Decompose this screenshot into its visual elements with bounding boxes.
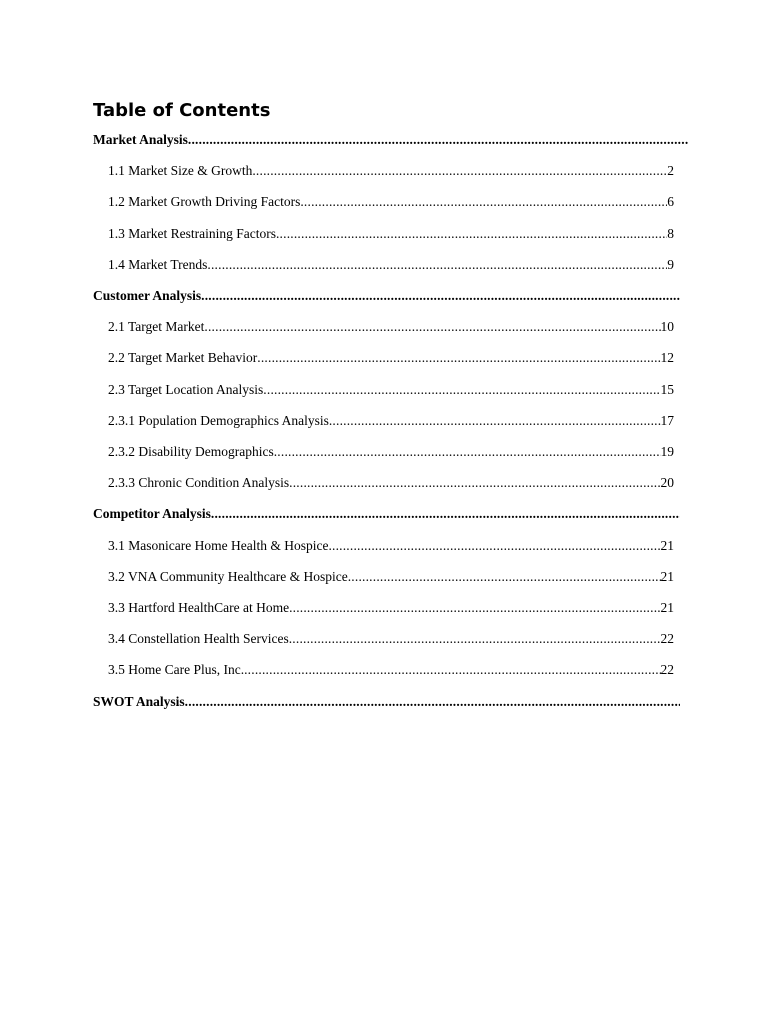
- toc-page-number: 15: [660, 381, 674, 397]
- toc-section-heading[interactable]: [93, 131, 688, 149]
- toc-entry-label: 1.3 Market Restraining Factors: [108, 225, 276, 241]
- toc-dot-leader: [188, 131, 688, 149]
- toc-entry[interactable]: [108, 193, 674, 211]
- toc-entry-label: Customer Analysis: [93, 288, 202, 303]
- toc-dot-leader: [300, 193, 667, 211]
- toc-entry-label: 1.4 Market Trends: [108, 256, 208, 272]
- toc-entry-label: 2.3.3 Chronic Condition Analysis: [108, 475, 290, 491]
- toc-dot-leader: [348, 568, 661, 586]
- toc-page-number: 21: [660, 600, 674, 615]
- toc-page-number: 22: [660, 662, 674, 678]
- toc-dot-leader: [257, 349, 660, 367]
- toc-page-number: 21: [660, 568, 674, 584]
- toc-entry-label: SWOT Analysis: [93, 693, 185, 709]
- toc-entry[interactable]: [108, 381, 674, 399]
- toc-entry-label: 3.3 Hartford HealthCare at Home: [108, 600, 290, 615]
- toc-entry-label: 1.2 Market Growth Driving Factors: [108, 194, 301, 210]
- toc-dot-leader: [185, 693, 680, 711]
- toc-dot-leader: [244, 661, 660, 679]
- toc-page-number: 20: [660, 475, 674, 491]
- toc-entry[interactable]: [108, 661, 674, 679]
- toc-page-number: 21: [660, 537, 674, 553]
- toc-entry[interactable]: [108, 599, 674, 617]
- toc-entry[interactable]: [108, 630, 674, 648]
- toc-dot-leader: [207, 256, 667, 274]
- toc-dot-leader: [289, 630, 661, 648]
- toc-dot-leader: [329, 412, 661, 430]
- toc-entry-label: 1.1 Market Size & Growth: [108, 163, 253, 179]
- toc-entry[interactable]: [108, 443, 674, 461]
- toc-page-number: 12: [660, 350, 674, 366]
- toc-page-number: 17: [660, 412, 674, 428]
- toc-entry-label: 2.3.1 Population Demographics Analysis: [108, 412, 329, 428]
- toc-dot-leader: [201, 287, 680, 305]
- toc-page-number: 9: [667, 256, 674, 272]
- toc-entry-label: 3.1 Masonicare Home Health & Hospice: [108, 537, 329, 553]
- toc-dot-leader: [274, 443, 661, 461]
- toc-entry-label: 2.2 Target Market Behavior: [108, 350, 258, 366]
- toc-section-heading[interactable]: [93, 693, 680, 711]
- toc-entry[interactable]: [108, 225, 674, 243]
- toc-entry[interactable]: [108, 568, 674, 586]
- toc-page-number: 2: [667, 163, 674, 179]
- toc-entry[interactable]: [108, 474, 674, 492]
- toc-page-number: 8: [667, 225, 674, 241]
- toc-entry[interactable]: [108, 256, 674, 274]
- toc-entry-label: 2.3 Target Location Analysis: [108, 381, 264, 397]
- toc-page-number: 22: [660, 631, 674, 647]
- toc-dot-leader: [328, 537, 660, 555]
- toc-entry-label: 3.2 VNA Community Healthcare & Hospice: [108, 568, 348, 584]
- toc-page-number: 6: [667, 194, 674, 210]
- toc-section-heading[interactable]: [93, 505, 680, 523]
- toc-entry-label: 3.5 Home Care Plus, Inc.: [108, 662, 245, 678]
- toc-dot-leader: [252, 162, 667, 180]
- toc-section-heading[interactable]: [93, 287, 680, 305]
- toc-entry-label: Market Analysis: [93, 132, 188, 147]
- toc-entry-label: Competitor Analysis: [93, 506, 211, 522]
- toc-dot-leader: [289, 474, 660, 492]
- toc-entry[interactable]: [108, 537, 674, 555]
- toc-page-number: 10: [660, 319, 674, 335]
- toc-dot-leader: [211, 505, 680, 523]
- toc-entry[interactable]: [108, 318, 674, 336]
- toc-title: Table of Contents: [93, 100, 271, 121]
- toc-dot-leader: [289, 599, 660, 617]
- toc-dot-leader: [204, 318, 660, 336]
- toc-entry-label: 3.4 Constellation Health Services: [108, 631, 289, 647]
- toc-entry[interactable]: [108, 162, 674, 180]
- toc-entry-label: 2.1 Target Market: [108, 319, 205, 335]
- toc-page-number: 19: [660, 444, 674, 459]
- toc-entry[interactable]: [108, 349, 674, 367]
- toc-dot-leader: [263, 381, 660, 399]
- toc-entry-label: 2.3.2 Disability Demographics: [108, 444, 274, 459]
- toc-dot-leader: [276, 225, 667, 243]
- toc-entry[interactable]: [108, 412, 674, 430]
